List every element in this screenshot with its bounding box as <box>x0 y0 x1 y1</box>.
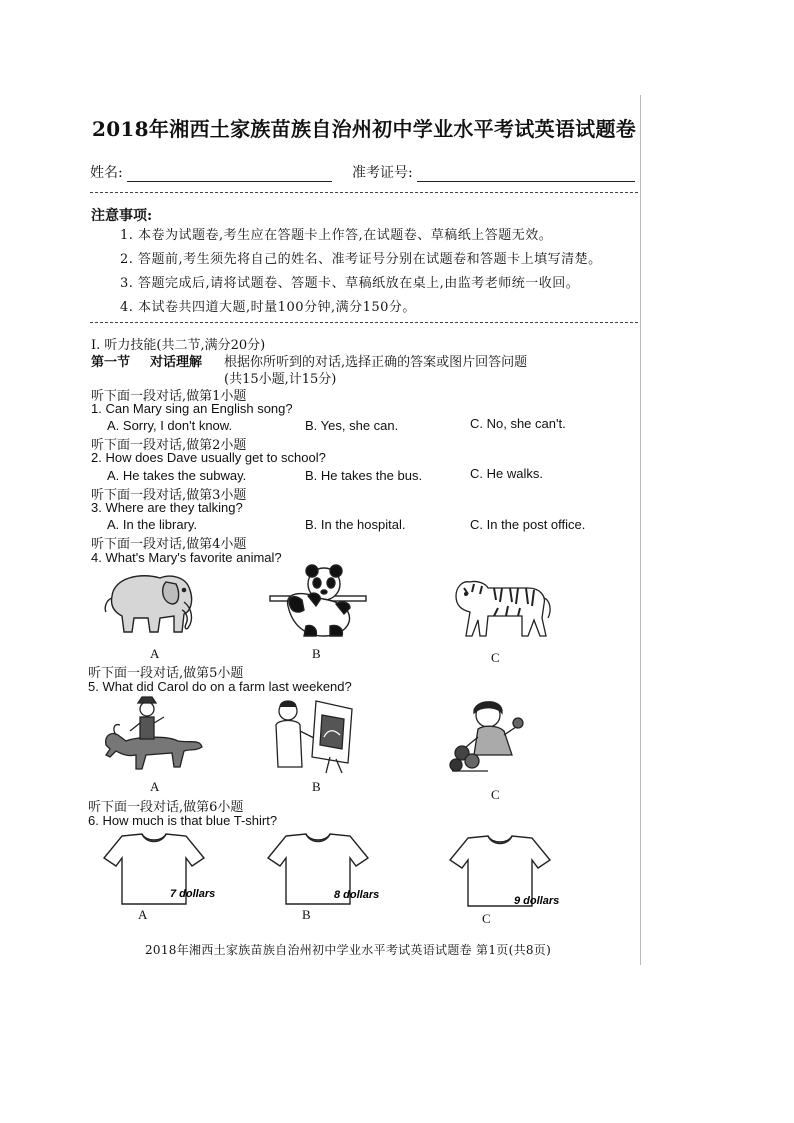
option-b: B. In the hospital. <box>305 517 406 532</box>
id-label: 准考证号: <box>352 165 413 181</box>
choice-label-a: A <box>138 907 148 922</box>
question-text: 2. How does Dave usually get to school? <box>91 450 326 465</box>
section-heading: Ⅰ. 听力技能(共二节,满分20分) <box>91 338 266 353</box>
option-a: A. In the library. <box>107 517 198 532</box>
question-intro: 听下面一段对话,做第6小题 <box>88 800 244 815</box>
elephant-image <box>100 568 200 638</box>
question-intro: 听下面一段对话,做第2小题 <box>91 438 247 453</box>
question-text: 6. How much is that blue T-shirt? <box>88 813 278 828</box>
question-intro: 听下面一段对话,做第3小题 <box>91 488 247 503</box>
name-blank <box>127 167 332 182</box>
note-item: 2. 答题前,考生须先将自己的姓名、准考证号分别在试题卷和答题卡上填写清楚。 <box>120 252 602 267</box>
option-b: B. He takes the bus. <box>305 468 423 483</box>
part-count: (共15小题,计15分) <box>224 372 337 387</box>
option-a: A. Sorry, I don't know. <box>107 418 233 433</box>
note-item: 4. 本试卷共四道大题,时量100分钟,满分150分。 <box>120 300 416 315</box>
choice-label-a: A <box>150 779 160 794</box>
part-label: 第一节 <box>91 355 131 370</box>
choice-label-b: B <box>312 646 321 661</box>
page-footer: 2018年湘西土家族苗族自治州初中学业水平考试英语试题卷 第1页(共8页) <box>145 943 552 957</box>
question-intro: 听下面一段对话,做第1小题 <box>91 389 247 404</box>
question-text: 5. What did Carol do on a farm last weekend? <box>88 679 352 694</box>
part-desc: 根据你所听到的对话,选择正确的答案或图片回答问题 <box>224 355 528 370</box>
question-intro: 听下面一段对话,做第4小题 <box>91 537 247 552</box>
notes-heading: 注意事项: <box>91 208 153 224</box>
option-b: B. Yes, she can. <box>305 418 399 433</box>
horse-riding-image <box>96 695 206 775</box>
divider <box>90 192 638 193</box>
option-c: C. No, she can't. <box>470 416 566 431</box>
price-label: 9 dollars <box>514 895 560 907</box>
question-text: 1. Can Mary sing an English song? <box>91 401 293 416</box>
panda-image <box>268 566 368 642</box>
option-c: C. He walks. <box>470 466 543 481</box>
choice-label-b: B <box>312 779 321 794</box>
picking-flowers-image <box>448 697 540 777</box>
choice-label-b: B <box>302 907 311 922</box>
question-intro: 听下面一段对话,做第5小题 <box>88 666 244 681</box>
name-label: 姓名: <box>90 165 123 181</box>
tshirt-image-a <box>100 832 220 912</box>
price-label: 7 dollars <box>170 888 216 900</box>
question-text: 4. What's Mary's favorite animal? <box>91 550 282 565</box>
tshirt-image-b <box>264 832 384 912</box>
choice-label-c: C <box>491 650 500 665</box>
id-blank <box>417 167 635 182</box>
option-c: C. In the post office. <box>470 517 586 532</box>
part-name: 对话理解 <box>150 355 203 370</box>
choice-label-c: C <box>491 787 500 802</box>
choice-label-c: C <box>482 911 491 926</box>
note-item: 3. 答题完成后,请将试题卷、答题卡、草稿纸放在桌上,由监考老师统一收回。 <box>120 276 580 291</box>
divider <box>90 322 638 323</box>
page-edge <box>640 95 641 965</box>
price-label: 8 dollars <box>334 889 380 901</box>
tshirt-image-c <box>446 834 572 914</box>
note-item: 1. 本卷为试题卷,考生应在答题卡上作答,在试题卷、草稿纸上答题无效。 <box>120 228 553 243</box>
option-a: A. He takes the subway. <box>107 468 247 483</box>
id-field <box>352 162 635 182</box>
choice-label-a: A <box>150 646 160 661</box>
question-text: 3. Where are they talking? <box>91 500 243 515</box>
name-field <box>90 162 332 182</box>
painting-image <box>272 697 362 773</box>
page-title: 2018年湘西土家族苗族自治州初中学业水平考试英语试题卷 <box>92 117 637 141</box>
tiger-image <box>448 566 554 642</box>
